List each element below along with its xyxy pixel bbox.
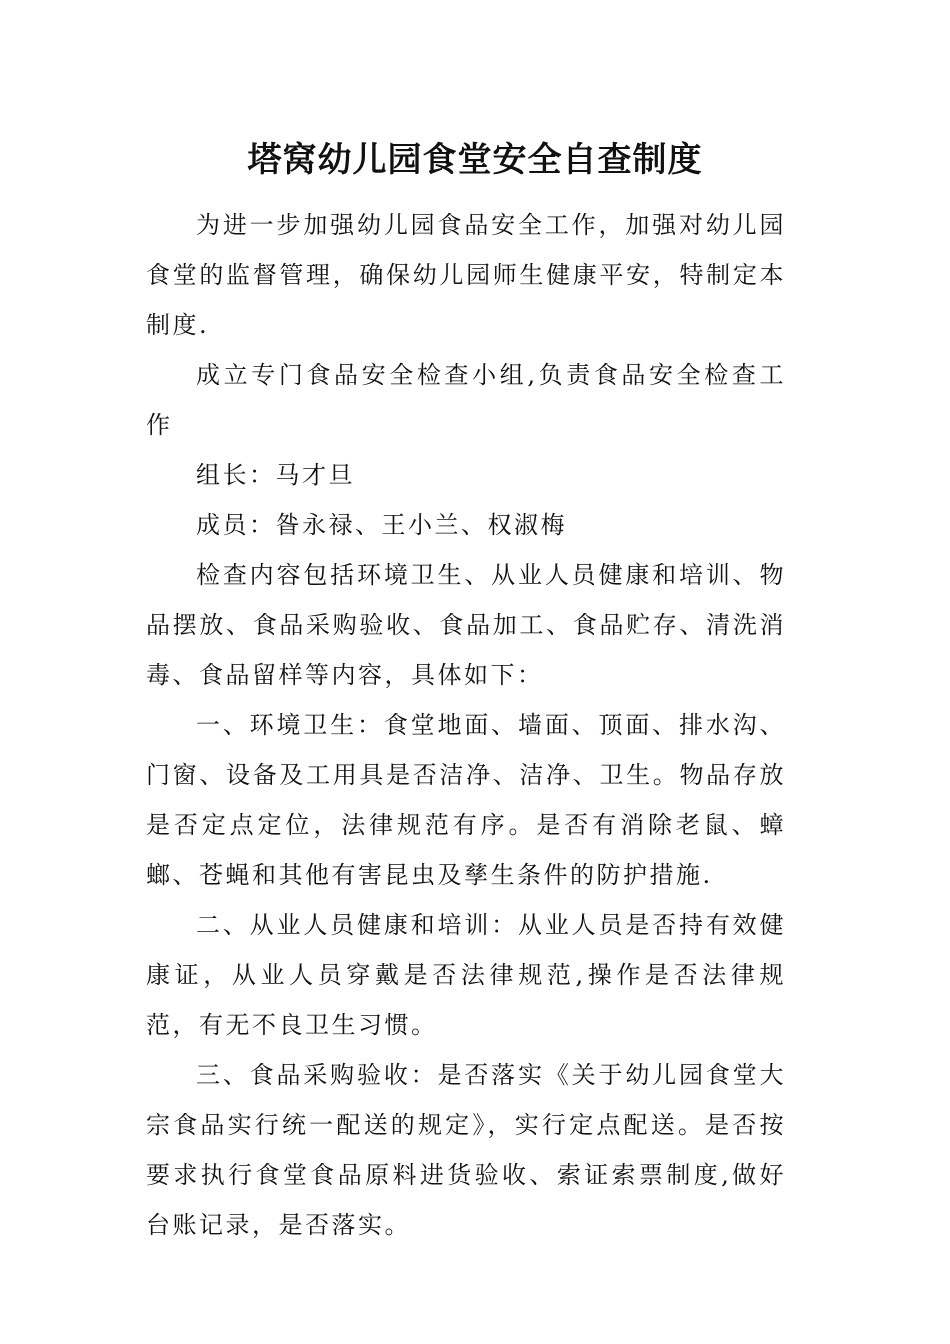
document-title: 塔窝幼儿园食堂安全自查制度 <box>247 140 703 180</box>
section-staff-health-training: 二、从业人员健康和培训：从业人员是否持有效健康证，从业人员穿戴是否法律规范,操作是否法律规范，有无不良卫生习惯。 <box>146 911 786 1039</box>
document-body <box>146 200 786 1250</box>
section-environment-hygiene: 一、环境卫生：食堂地面、墙面、顶面、排水沟、门窗、设备及工用具是否洁净、洁净、卫生。物品存放是否定点定位，法律规范有序。是否有消除老鼠、蟑螂、苍蝇和其他有害昆虫及孳生条件的防护措施. <box>146 711 786 889</box>
section-food-procurement: 三、食品采购验收：是否落实《关于幼儿园食堂大宗食品实行统一配送的规定》，实行定点配送。是否按要求执行食堂食品原料进货验收、索证索票制度,做好台账记录，是否落实。 <box>146 1061 786 1239</box>
inspection-content-paragraph: 检查内容包括环境卫生、从业人员健康和培训、物品摆放、食品采购验收、食品加工、食品贮存、清洗消毒、食品留样等内容，具体如下： <box>146 561 786 689</box>
intro-paragraph: 为进一步加强幼儿园食品安全工作，加强对幼儿园食堂的监督管理，确保幼儿园师生健康平安，特制定本制度. <box>146 211 786 339</box>
group-leader-line: 组长：马才旦 <box>196 461 355 489</box>
group-members-line: 成员：昝永禄、王小兰、权淑梅 <box>196 511 567 539</box>
inspection-group-paragraph: 成立专门食品安全检查小组,负责食品安全检查工作 <box>146 361 786 439</box>
